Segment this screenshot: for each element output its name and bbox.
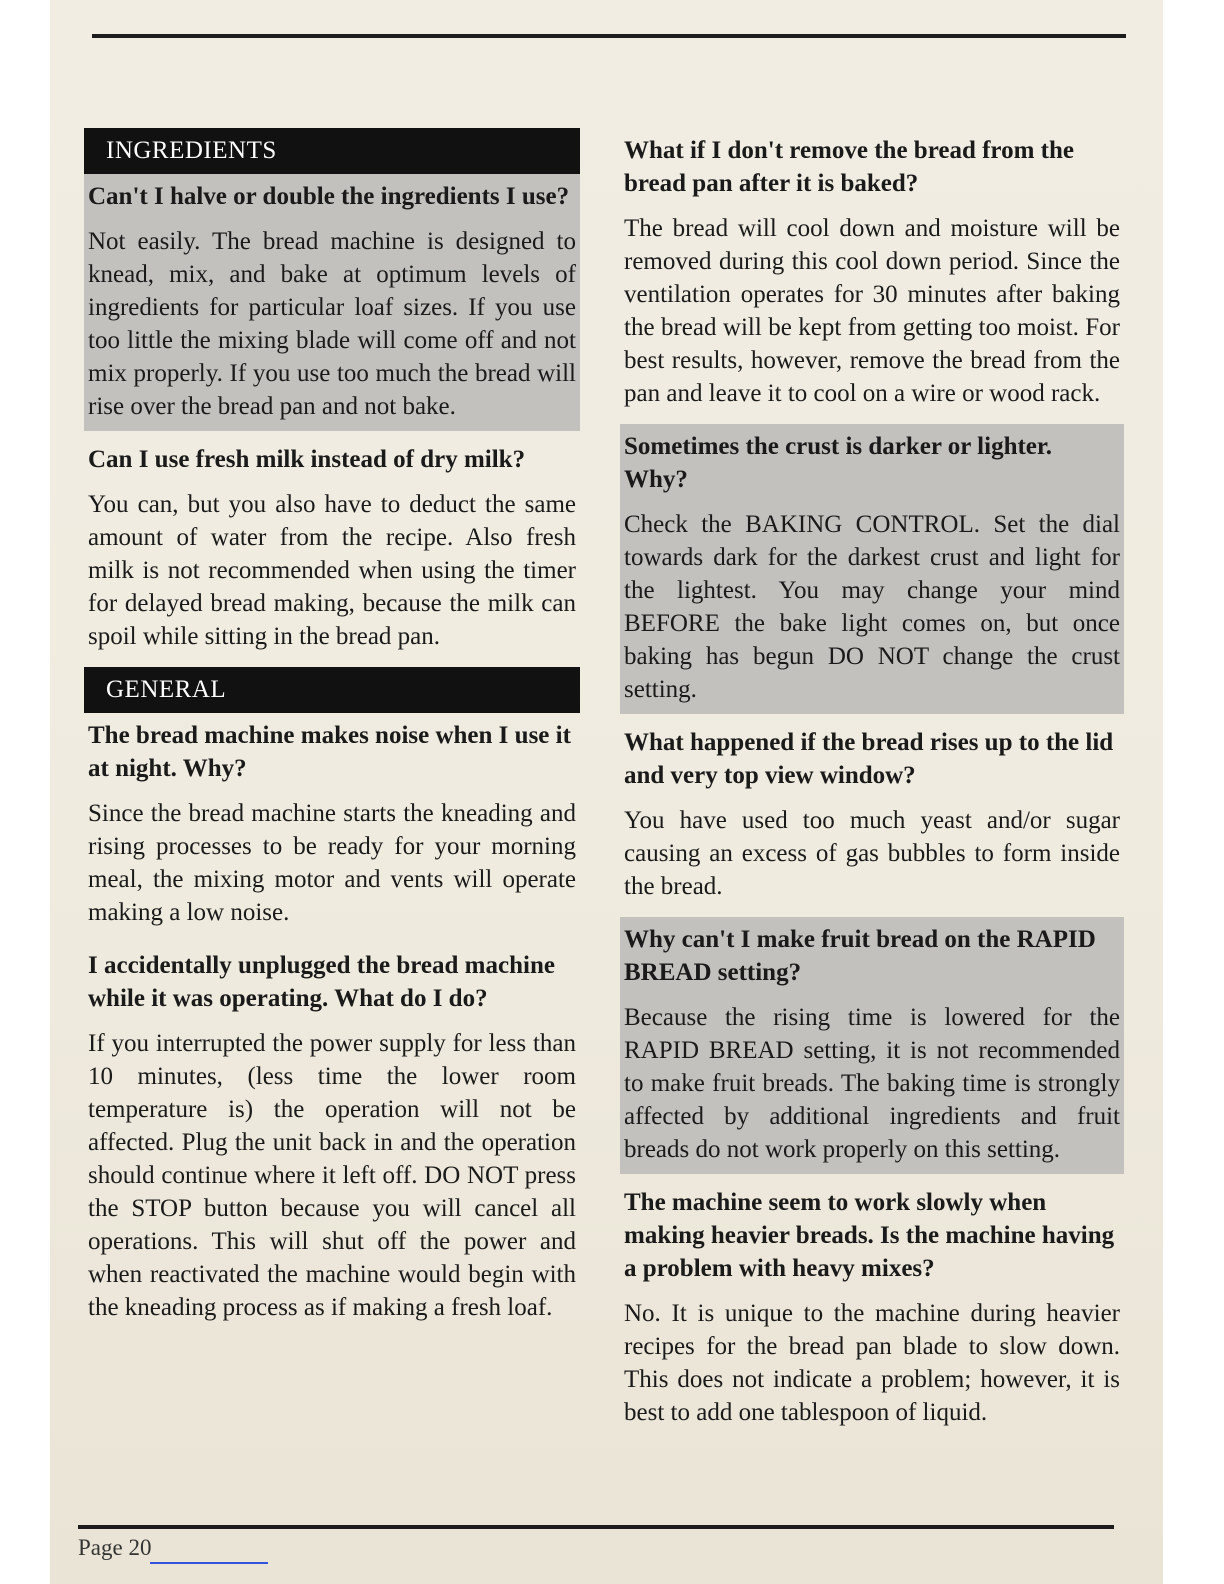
faq-answer: Check the BAKING CONTROL. Set the dial towards dark for the darkest crust and light for the lightest. You may change your mind BEFORE the bake light comes on, but once baking has begun DO NOT change the crust setting. [624, 511, 1120, 703]
faq-answer: Because the rising time is lowered for the RAPID BREAD setting, it is not recommended to make fruit breads. The baking time is strongly affected by additional ingredients and fruit breads do not work properly on this setting. [624, 1004, 1120, 1163]
faq-question: The machine seem to work slowly when making heavier breads. Is the machine having a problem with heavy mixes? [624, 1189, 1115, 1282]
faq-question: Sometimes the crust is darker or lighter. Why? [624, 433, 1052, 493]
faq-answer: Since the bread machine starts the kneading and rising processes to be ready for your morning meal, the mixing motor and vents will operate making a low noise. [88, 800, 576, 926]
faq-item [84, 174, 580, 431]
right-column [620, 128, 1124, 1443]
faq-question: Why can't I make fruit bread on the RAPID BREAD setting? [624, 926, 1096, 986]
ingredients-heading: INGREDIENTS [84, 128, 580, 174]
faq-question: The bread machine makes noise when I use it at night. Why? [88, 722, 571, 782]
faq-item [620, 1180, 1124, 1437]
faq-item [620, 128, 1124, 418]
faq-answer: You can, but you also have to deduct the same amount of water from the recipe. Also fresh milk is not recommended when using the timer for delayed bread making, because the milk can spoil while sitting in the bread pan. [88, 491, 576, 650]
faq-item [84, 943, 580, 1332]
faq-item [620, 917, 1124, 1174]
faq-question: What if I don't remove the bread from the bread pan after it is baked? [624, 137, 1074, 197]
faq-answer: No. It is unique to the machine during heavier recipes for the bread pan blade to slow down. This does not indicate a problem; however, it is best to add one tablespoon of liquid. [624, 1300, 1120, 1426]
faq-answer: You have used too much yeast and/or sugar causing an excess of gas bubbles to form inside the bread. [624, 807, 1120, 900]
faq-item [84, 437, 580, 661]
faq-answer: The bread will cool down and moisture will be removed during this cool down period. Since the ventilation operates for 30 minutes after baking the bread will be kept from getting too moist. For best results, however, remove the bread from the pan and leave it to cool on a wire or wood rack. [624, 215, 1120, 407]
top-divider [92, 34, 1126, 38]
faq-item [84, 713, 580, 937]
page-number: Page 20 [78, 1535, 152, 1560]
faq-question: I accidentally unplugged the bread machine while it was operating. What do I do? [88, 952, 555, 1012]
general-heading: GENERAL [84, 667, 580, 713]
left-column [84, 128, 580, 1338]
faq-item [620, 720, 1124, 911]
page-number-underline [150, 1562, 268, 1564]
faq-item [620, 424, 1124, 714]
bottom-divider [78, 1525, 1114, 1529]
faq-question: Can I use fresh milk instead of dry milk? [88, 446, 526, 473]
faq-answer: Not easily. The bread machine is designed to knead, mix, and bake at optimum levels of ingredients for particular loaf sizes. If you use too little the mixing blade will come off and not mix properly. If you use too much the bread will rise over the bread pan and not bake. [88, 228, 576, 420]
faq-question: What happened if the bread rises up to the lid and very top view window? [624, 729, 1114, 789]
faq-answer: If you interrupted the power supply for less than 10 minutes, (less time the lower room temperature is) the operation will not be affected. Plug the unit back in and the operation should continue where it left off. DO NOT press the STOP button because you will cancel all operations. This will shut off the power and when reactivated the machine would begin with the kneading process as if making a fresh loaf. [88, 1030, 576, 1321]
faq-question: Can't I halve or double the ingredients I use? [88, 183, 570, 210]
